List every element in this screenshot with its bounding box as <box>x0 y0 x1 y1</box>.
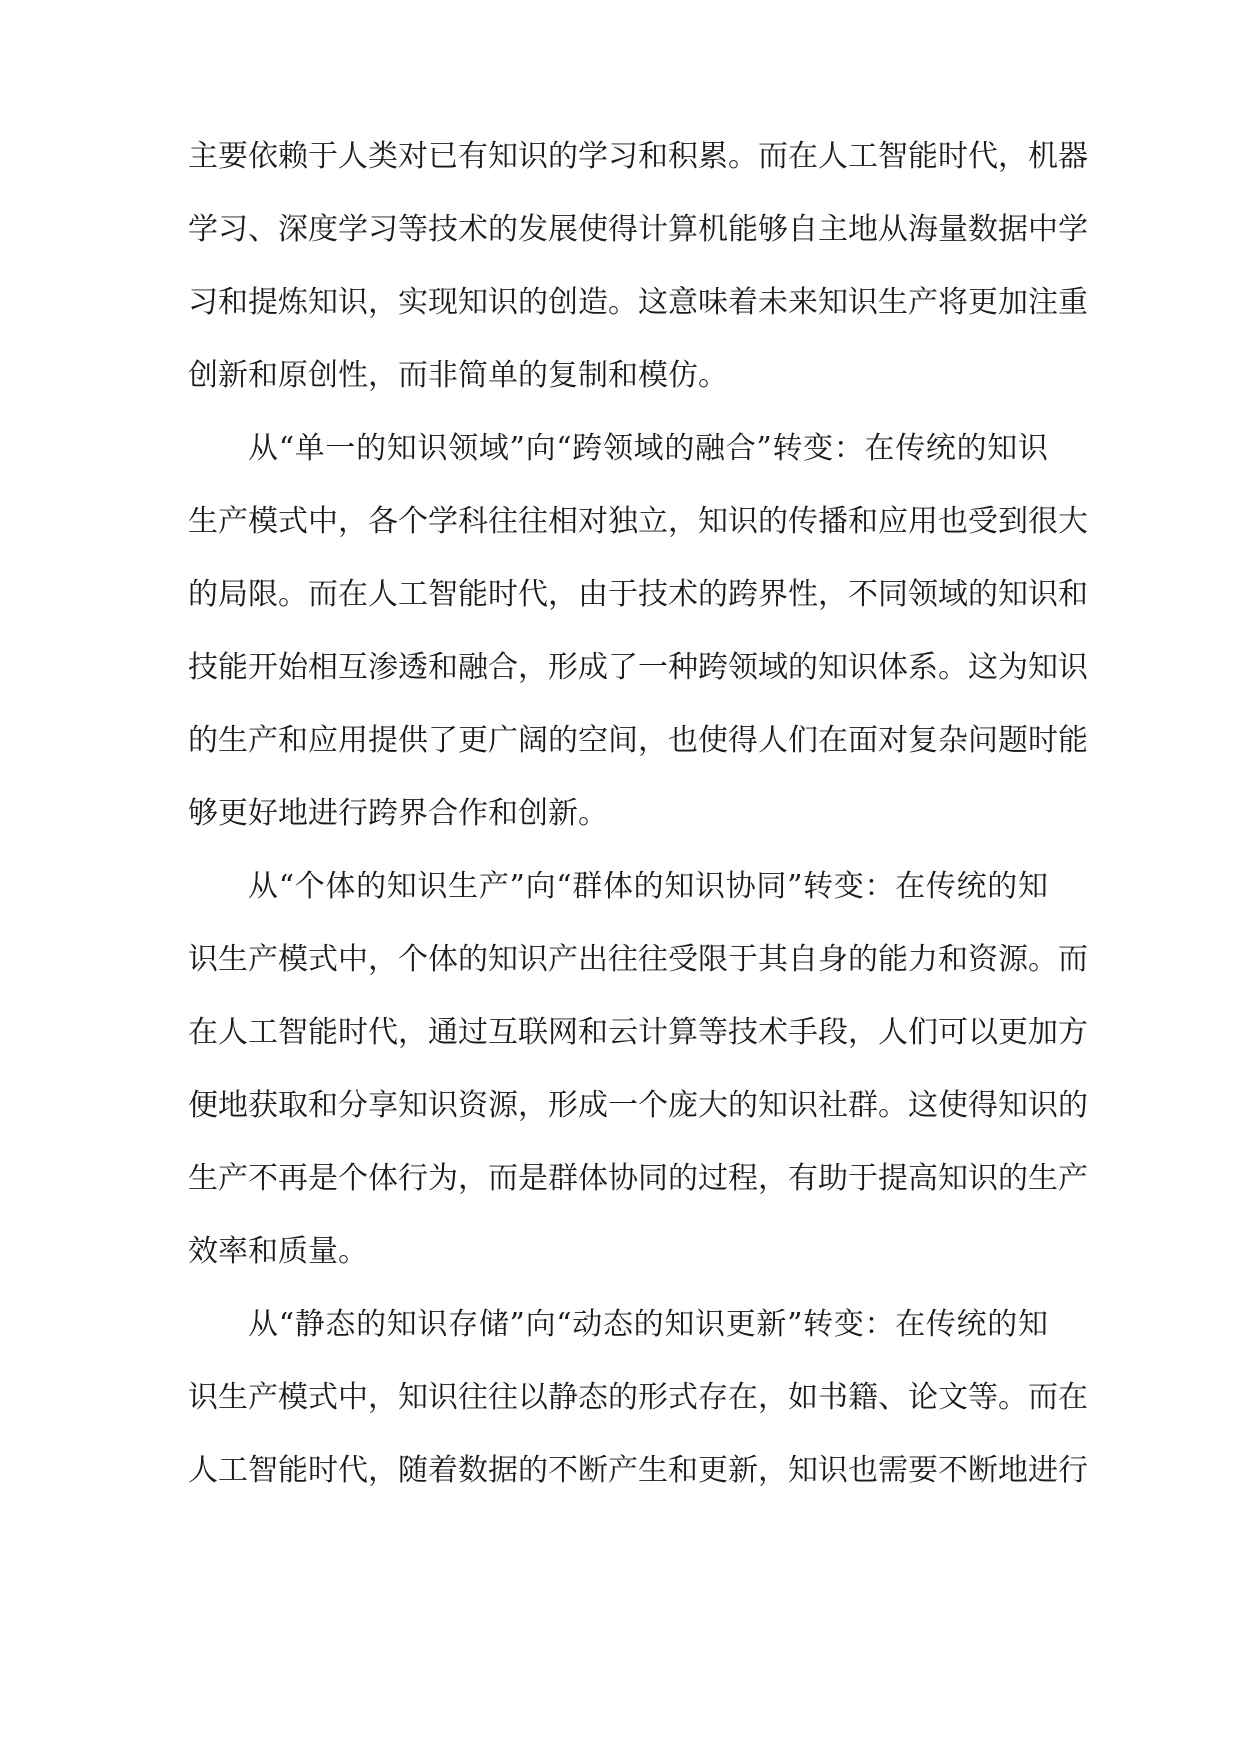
text-line: 创新和原创性，而非简单的复制和模仿。 <box>188 358 728 393</box>
paragraph <box>188 120 1088 412</box>
text-line: 习和提炼知识，实现知识的创造。这意味着未来知识生产将更加注重 <box>188 285 1088 320</box>
text-line: 在人工智能时代，通过互联网和云计算等技术手段，人们可以更加方 <box>188 1015 1088 1050</box>
text-line: 识生产模式中，个体的知识产出往往受限于其自身的能力和资源。而 <box>188 942 1088 977</box>
text-line: 技能开始相互渗透和融合，形成了一种跨领域的知识体系。这为知识 <box>188 650 1088 685</box>
text-line: 效率和质量。 <box>188 1234 368 1269</box>
text-line: 生产模式中，各个学科往往相对独立，知识的传播和应用也受到很大 <box>188 504 1088 539</box>
text-line: 生产不再是个体行为，而是群体协同的过程，有助于提高知识的生产 <box>188 1161 1088 1196</box>
text-line: 够更好地进行跨界合作和创新。 <box>188 796 608 831</box>
text-line: 从“个体的知识生产”向“群体的知识协同”转变：在传统的知 <box>248 869 1048 904</box>
text-line: 从“单一的知识领域”向“跨领域的融合”转变：在传统的知识 <box>248 431 1048 466</box>
paragraph <box>188 412 1088 850</box>
text-line: 学习、深度学习等技术的发展使得计算机能够自主地从海量数据中学 <box>188 212 1088 247</box>
text-line: 便地获取和分享知识资源，形成一个庞大的知识社群。这使得知识的 <box>188 1088 1088 1123</box>
text-line: 主要依赖于人类对已有知识的学习和积累。而在人工智能时代，机器 <box>188 139 1088 174</box>
text-line: 人工智能时代，随着数据的不断产生和更新，知识也需要不断地进行 <box>188 1453 1088 1488</box>
paragraph <box>188 850 1088 1288</box>
text-line: 的生产和应用提供了更广阔的空间，也使得人们在面对复杂问题时能 <box>188 723 1088 758</box>
text-line: 的局限。而在人工智能时代，由于技术的跨界性，不同领域的知识和 <box>188 577 1088 612</box>
paragraph <box>188 1288 1088 1507</box>
text-line: 识生产模式中，知识往往以静态的形式存在，如书籍、论文等。而在 <box>188 1380 1088 1415</box>
text-line: 从“静态的知识存储”向“动态的知识更新”转变：在传统的知 <box>248 1307 1048 1342</box>
